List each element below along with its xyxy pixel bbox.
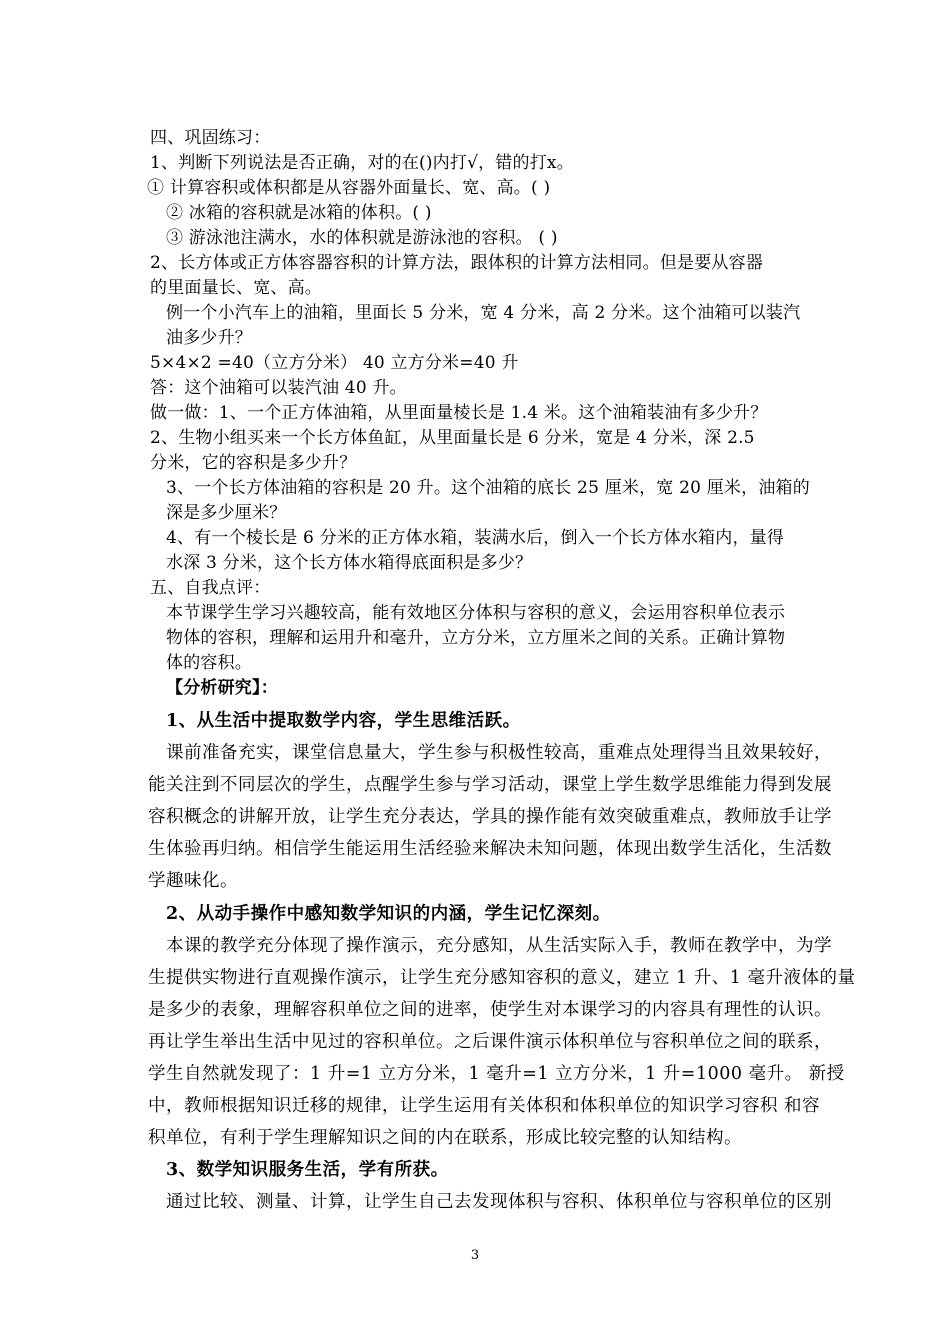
text-line: 2、长方体或正方体容器容积的计算方法，跟体积的计算方法相同。但是要从容器 — [150, 253, 764, 273]
text-line: 水深 3 分米，这个长方体水箱得底面积是多少？ — [166, 553, 533, 573]
paragraph-line: 学趣味化。 — [148, 871, 238, 891]
paragraph-line: 能关注到不同层次的学生，点醒学生参与学习活动，课堂上学生数学思维能力得到发展 — [148, 775, 832, 795]
paragraph-line: 本课的教学充分体现了操作演示，充分感知，从生活实际入手，教师在教学中，为学 — [166, 936, 832, 956]
example-calculation: 5×4×2 =40（立方分米） 40 立方分米=40 升 — [150, 353, 519, 373]
paragraph-line: 积单位，有利于学生理解知识之间的内在联系，形成比较完整的认知结构。 — [148, 1128, 742, 1148]
paragraph-line: 再让学生举出生活中见过的容积单位。之后课件演示体积单位与容积单位之间的联系， — [148, 1032, 832, 1052]
paragraph-line: 中，教师根据知识迁移的规律，让学生运用有关体积和体积单位的知识学习容积 和容 — [148, 1096, 821, 1116]
example-problem: 例一个小汽车上的油箱，里面长 5 分米，宽 4 分米，高 2 分米。这个油箱可以装汽 — [166, 303, 801, 323]
judgement-item-1: ① 计算容积或体积都是从容器外面量长、宽、高。( ) — [147, 178, 551, 198]
self-review-text: 本节课学生学习兴趣较高，能有效地区分体积与容积的意义，会运用容积单位表示 — [166, 603, 786, 623]
paragraph-line: 生提供实物进行直观操作演示，让学生充分感知容积的意义，建立 1 升、1 毫升液体的量 — [148, 968, 856, 988]
try-it-problem-3: 3、一个长方体油箱的容积是 20 升。这个油箱的底长 25 厘米，宽 20 厘米，油箱的 — [166, 478, 810, 498]
paragraph-line: 课前准备充实，课堂信息量大，学生参与积极性较高，重难点处理得当且效果较好， — [166, 743, 832, 763]
paragraph-line: 通过比较、测量、计算，让学生自己去发现体积与容积、体积单位与容积单位的区别 — [166, 1192, 832, 1212]
text-line: 分米，它的容积是多少升？ — [150, 453, 357, 473]
paragraph-line: 容积概念的讲解开放，让学生充分表达，学具的操作能有效突破重难点，教师放手让学 — [148, 807, 832, 827]
page-number: 3 — [470, 1248, 480, 1263]
text-line: 体的容积。 — [166, 653, 252, 673]
paragraph-line: 是多少的表象，理解容积单位之间的进率，使学生对本课学习的内容具有理性的认识。 — [148, 1000, 832, 1020]
text-line: 物体的容积，理解和运用升和毫升，立方分米，立方厘米之间的关系。正确计算物 — [166, 628, 786, 648]
try-it-problem-4: 4、有一个棱长是 6 分米的正方体水箱，装满水后，倒入一个长方体水箱内，量得 — [166, 528, 785, 548]
paragraph-line: 学生自然就发现了：1 升=1 立方分米，1 毫升=1 立方分米，1 升=1000 毫升。 新授 — [148, 1064, 845, 1084]
section-heading-analysis: 【分析研究】： — [166, 678, 278, 698]
analysis-point-3-heading: 3、数学知识服务生活，学有所获。 — [166, 1160, 449, 1180]
example-answer: 答：这个油箱可以装汽油 40 升。 — [150, 378, 407, 398]
section-heading-self-review: 五、自我点评： — [150, 578, 271, 598]
paragraph-line: 生体验再归纳。相信学生能运用生活经验来解决未知问题，体现出数学生活化，生活数 — [148, 839, 832, 859]
analysis-point-1-heading: 1、从生活中提取数学内容，学生思维活跃。 — [166, 711, 521, 731]
try-it-problem-1: 做一做：1、一个正方体油箱，从里面量棱长是 1.4 米。这个油箱装油有多少升？ — [150, 403, 768, 423]
section-heading-practice: 四、巩固练习： — [150, 128, 271, 148]
try-it-problem-2: 2、生物小组买来一个长方体鱼缸，从里面量长是 6 分米，宽是 4 分米，深 2.5 — [150, 428, 755, 448]
judgement-item-3: ③ 游泳池注满水，水的体积就是游泳池的容积。 ( ) — [166, 228, 558, 248]
judgement-item-2: ② 冰箱的容积就是冰箱的体积。( ) — [166, 203, 432, 223]
text-line: 深是多少厘米？ — [166, 503, 287, 523]
analysis-point-2-heading: 2、从动手操作中感知数学知识的内涵，学生记忆深刻。 — [166, 904, 611, 924]
text-line: 油多少升？ — [166, 328, 252, 348]
text-line: 的里面量长、宽、高。 — [150, 278, 322, 298]
exercise-1-instruction: 1、判断下列说法是否正确，对的在()内打√，错的打x。 — [150, 153, 574, 173]
